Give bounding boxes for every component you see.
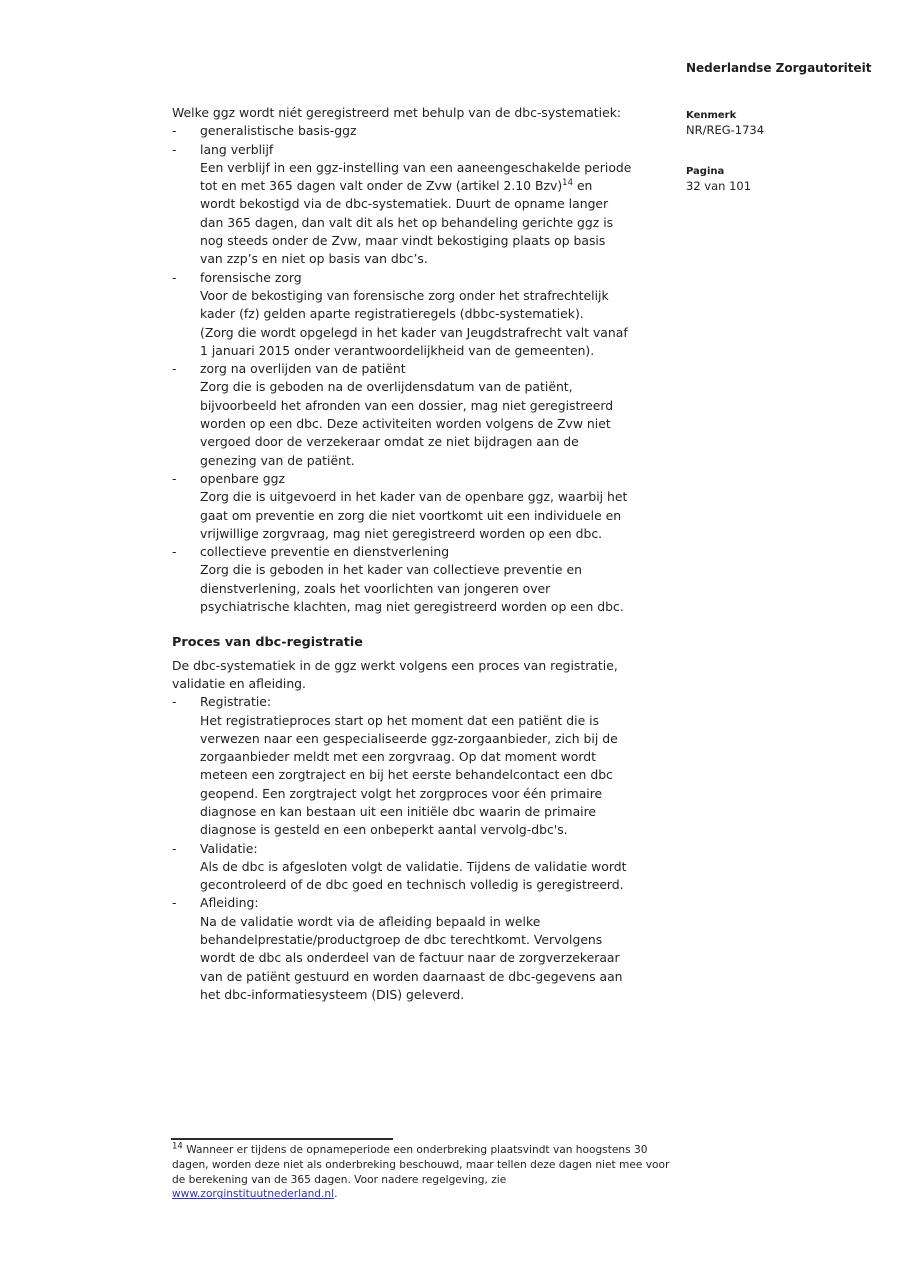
body-content [172, 104, 692, 1004]
list-item: - forensische zorg [172, 269, 692, 287]
text-line: Zorg die is geboden na de overlijdensdatum van de patiënt, [200, 379, 573, 395]
list-item: - openbare ggz [172, 470, 692, 488]
bullet-dash: - [172, 123, 177, 139]
list-item: - Afleiding: [172, 894, 692, 912]
text-line: kader (fz) gelden aparte registratieregels (dbbc-systematiek). [200, 306, 584, 322]
text-line: vergoed door de verzekeraar omdat ze niet bijdragen aan de [200, 434, 579, 450]
bullet-dash: - [172, 895, 177, 911]
text-line: 1 januari 2015 onder verantwoordelijkheid van de gemeenten). [200, 342, 595, 358]
pagina-value: 32 van 101 [686, 179, 752, 193]
footnote-line [172, 1187, 682, 1202]
text-line: nog steeds onder de Zvw, maar vindt bekostiging plaats op basis [200, 233, 606, 249]
text-line: zorgaanbieder meldt met een zorgvraag. Op dat moment wordt [200, 749, 596, 765]
text-line: van de patiënt gestuurd en worden daarnaast de dbc-gegevens aan [200, 968, 623, 984]
text-line: geopend. Een zorgtraject volgt het zorgproces voor één primaire [200, 785, 603, 801]
kenmerk-label: Kenmerk [686, 110, 737, 121]
bullet-dash: - [172, 269, 177, 285]
bullet-dash: - [172, 694, 177, 710]
bullet-dash: - [172, 470, 177, 486]
kenmerk-value: NR/REG-1734 [686, 123, 765, 137]
text-line: tot en met 365 dagen valt onder de Zvw (artikel 2.10 Bzv)$^{14}$ en [200, 178, 593, 194]
footnote-line: de berekening van de 365 dagen. Voor nadere regelgeving, zie [172, 1173, 507, 1186]
text-line: De dbc-systematiek in de ggz werkt volgens een proces van registratie, [172, 657, 618, 673]
list-item: - Validatie: [172, 840, 692, 858]
footnote-marker: 14 [172, 1141, 183, 1152]
text-line: behandelprestatie/productgroep de dbc terechtkomt. Vervolgens [200, 932, 603, 948]
text-line: van zzp’s en niet op basis van dbc’s. [200, 251, 428, 267]
footnote-link[interactable]: www.zorginstituutnederland.nl [172, 1188, 335, 1201]
text-line: wordt de dbc als onderdeel van de factuur naar de zorgverzekeraar [200, 950, 620, 966]
text-line: genezing van de patiënt. [200, 452, 355, 468]
bullet-dash: - [172, 141, 177, 157]
text-line: meteen een zorgtraject en bij het eerste behandelcontact een dbc [200, 767, 613, 783]
footnote-text: Wanneer er tijdens de opnameperiode een onderbreking plaatsvindt van hoogstens 30 [182, 1144, 648, 1156]
footnote-line: dagen, worden deze niet als onderbreking beschouwd, maar tellen deze dagen niet mee voor [172, 1158, 670, 1171]
footnote-reference: 14 [562, 178, 573, 189]
text-line: dienstverlening, zoals het voorlichten van jongeren over [200, 580, 551, 596]
list-item: - collectieve preventie en dienstverlening [172, 543, 692, 561]
text-line: het dbc-informatiesysteem (DIS) geleverd. [200, 986, 465, 1002]
footnote-line [172, 1143, 682, 1158]
pagina-label: Pagina [686, 166, 725, 177]
text-line: worden op een dbc. Deze activiteiten worden volgens de Zvw niet [200, 416, 611, 432]
text-line: Het registratieproces start op het moment dat een patiënt die is [200, 712, 600, 728]
text-line: diagnose is gesteld en een onbeperkt aantal vervolg-dbc's. [200, 822, 568, 838]
text-line: Voor de bekostiging van forensische zorg onder het strafrechtelijk [200, 287, 609, 303]
footnote [172, 1143, 682, 1202]
organization-title: Nederlandse Zorgautoriteit [686, 61, 872, 75]
text-line: wordt bekostigd via de dbc-systematiek. Duurt de opname langer [200, 196, 609, 212]
text-line: Zorg die is geboden in het kader van collectieve preventie en [200, 562, 582, 578]
text-line: Zorg die is uitgevoerd in het kader van de openbare ggz, waarbij het [200, 489, 628, 505]
bullet-dash: - [172, 544, 177, 560]
text-line: psychiatrische klachten, mag niet geregistreerd worden op een dbc. [200, 599, 624, 615]
bullet-dash: - [172, 840, 177, 856]
text-line: validatie en afleiding. [172, 675, 306, 691]
text-line: (Zorg die wordt opgelegd in het kader van Jeugdstrafrecht valt vanaf [200, 324, 628, 340]
list-item: - generalistische basis-ggz [172, 122, 692, 140]
text-line: dan 365 dagen, dan valt dit als het op behandeling gerichte ggz is [200, 214, 614, 230]
text-line: Na de validatie wordt via de afleiding bepaald in welke [200, 913, 541, 929]
text-line: gecontroleerd of de dbc goed en technisch volledig is geregistreerd. [200, 877, 624, 893]
list-item: - lang verblijf [172, 141, 692, 159]
text-line: verwezen naar een gespecialiseerde ggz-zorgaanbieder, zich bij de [200, 730, 618, 746]
text-line: Welke ggz wordt niét geregistreerd met behulp van de dbc-systematiek: [172, 105, 622, 120]
section-heading: Proces van dbc-registratie [172, 635, 363, 651]
text-line: Een verblijf in een ggz-instelling van een aaneengeschakelde periode [200, 159, 632, 175]
list-item: - Registratie: [172, 693, 692, 711]
footnote-link-period: . [334, 1188, 338, 1201]
footnote-divider [171, 1138, 393, 1140]
bullet-dash: - [172, 361, 177, 377]
text-line: gaat om preventie en zorg die niet voortkomt uit een individuele en [200, 507, 622, 523]
text-line: diagnose en kan bestaan uit een initiële dbc waarin de primaire [200, 803, 597, 819]
text-line: Als de dbc is afgesloten volgt de validatie. Tijdens de validatie wordt [200, 858, 627, 874]
list-item: - zorg na overlijden van de patiënt [172, 360, 692, 378]
text-line: vrijwillige zorgvraag, mag niet geregistreerd worden op een dbc. [200, 525, 603, 541]
text-line: bijvoorbeeld het afronden van een dossier, mag niet geregistreerd [200, 397, 614, 413]
